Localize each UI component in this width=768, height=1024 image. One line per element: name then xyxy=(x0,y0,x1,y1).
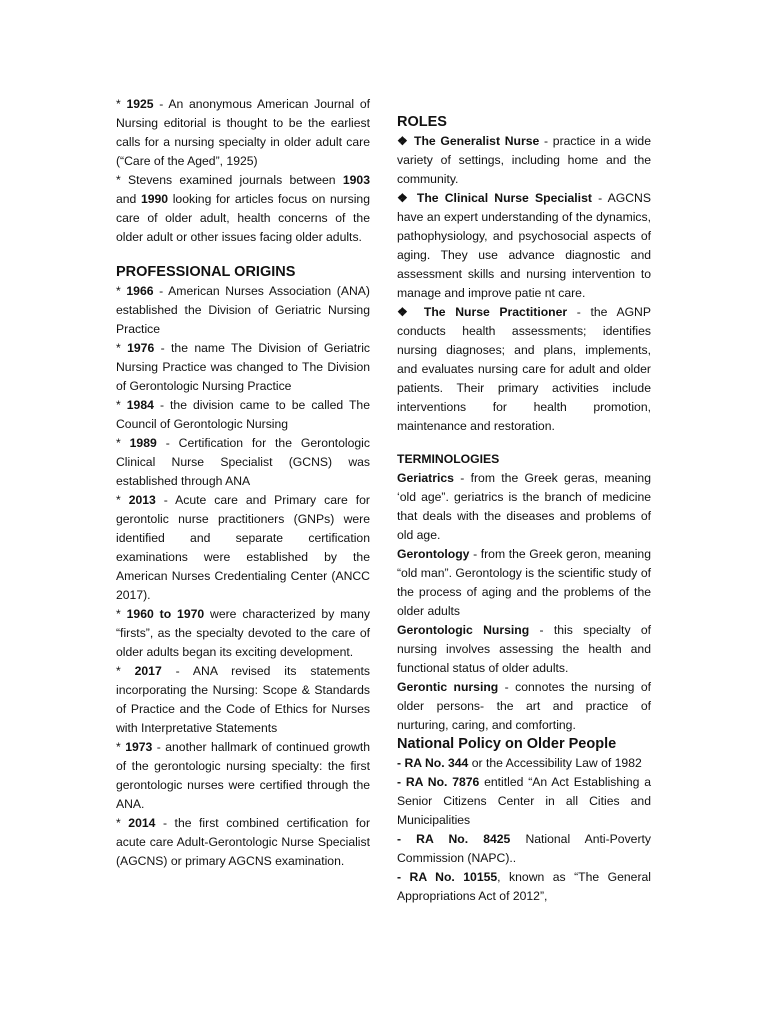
entry-year: 1966 xyxy=(126,284,154,298)
entry-year: 1976 xyxy=(127,341,155,355)
terminologies-heading: TERMINOLOGIES xyxy=(397,452,500,466)
origins-entry: * 1973 - another hallmark of continued growth of the gerontologic nursing specialty: the first gerontologic nurses were certified through the ANA. xyxy=(116,740,370,811)
term-title: Gerontic nursing xyxy=(397,680,499,694)
diamond-bullet-icon: ❖ xyxy=(397,191,411,205)
national-policy-heading: National Policy on Older People xyxy=(397,736,617,752)
role-entry: ❖ The Generalist Nurse - practice in a wide variety of settings, including home and the community. xyxy=(397,134,651,186)
entry-year: 1903 xyxy=(342,173,370,187)
entry-year: 1990 xyxy=(140,192,169,206)
entry-year: 1960 to 1970 xyxy=(126,607,205,621)
right-column xyxy=(397,113,651,906)
policy-ra-number: - RA No. 8425 xyxy=(397,832,511,846)
origins-entry: * 1984 - the division came to be called The Council of Gerontologic Nursing xyxy=(116,398,370,431)
policy-entry: - RA No. 344 or the Accessibility Law of 1982 xyxy=(397,756,642,770)
policy-ra-number: - RA No. 7876 xyxy=(397,775,480,789)
origins-entry: * 1960 to 1970 were characterized by many “firsts”, as the specialty devoted to the care of older adults began its exciting development. xyxy=(116,607,370,659)
entry-prefix: * Stevens examined journals between xyxy=(116,173,343,187)
origins-entry: * 2014 - the first combined certification for acute care Adult-Gerontologic Nurse Specialist (AGCNS) or primary AGCNS examination. xyxy=(116,816,371,868)
origins-entry: * 1989 - Certification for the Gerontologic Clinical Nurse Specialist (GCNS) was established through ANA xyxy=(116,436,370,488)
role-entry: ❖ The Clinical Nurse Specialist - AGCNS have an expert understanding of the dynamics, pathophysiology, and psychosocial aspects of aging. They use advance diagnostic and assessment skills and nursing intervention to manage and improve patie nt care. xyxy=(397,191,651,300)
origins-entry: * 2013 - Acute care and Primary care for gerontolic nurse practitioners (GNPs) were identified and separate certification examinations were established by the American Nurses Credentialing Center (ANCC 2017). xyxy=(116,493,370,602)
term-entry: Gerontologic Nursing - this specialty of nursing involves assessing the health and functional status of older adults. xyxy=(397,623,651,675)
term-entry: Gerontology - from the Greek geron, meaning “old man”. Gerontology is the scientific study of the process of aging and the problems of the older adults xyxy=(397,547,651,618)
term-title: Geriatrics xyxy=(397,471,454,485)
policy-entry: - RA No. 8425 National Anti-Poverty Commission (NAPC).. xyxy=(397,832,651,865)
role-title: The Nurse Practitioner xyxy=(423,305,568,319)
origins-entry: * 2017 - ANA revised its statements incorporating the Nursing: Scope & Standards of Practice and the Code of Ethics for Nurses with Interpretative Statements xyxy=(116,664,370,735)
entry-text: - An anonymous American Journal of Nursing editorial is thought to be the earliest calls for a nursing specialty in older adult care (“Care of the Aged”, 1925) xyxy=(116,97,370,168)
role-entry: ❖ The Nurse Practitioner - the AGNP conducts health assessments; identifies nursing diagnoses; and plans, implements, and evaluates nursing care for adult and older patients. Their primary activities include interventions for health promotion, maintenance and restoration. xyxy=(397,305,651,433)
entry-year: 2013 xyxy=(128,493,156,507)
entry-text: and xyxy=(116,192,141,206)
role-title: The Generalist Nurse xyxy=(414,134,540,148)
diamond-bullet-icon: ❖ xyxy=(397,134,410,148)
policy-entry: - RA No. 10155, known as “The General Appropriations Act of 2012”, xyxy=(397,870,651,903)
entry-text: looking for articles focus on nursing care of older adult, health concerns of the older adult or other issues facing older adults. xyxy=(116,192,370,244)
entry-year: 1989 xyxy=(129,436,157,450)
role-title: The Clinical Nurse Specialist xyxy=(416,191,592,205)
entry-year: 1973 xyxy=(125,740,153,754)
policy-entry: - RA No. 7876 entitled “An Act Establishing a Senior Citizens Center in all Cities and Municipalities xyxy=(397,775,651,827)
term-entry: Geriatrics - from the Greek geras, meaning ‘old age”. geriatrics is the branch of medicine that deals with the diseases and problems of old age. xyxy=(397,471,651,542)
entry-year: 1925 xyxy=(126,97,154,111)
origins-entry: * 1966 - American Nurses Association (ANA) established the Division of Geriatric Nursing Practice xyxy=(116,284,370,336)
policy-ra-number: - RA No. 344 xyxy=(397,756,469,770)
entry-year: 2014 xyxy=(128,816,156,830)
term-title: Gerontologic Nursing xyxy=(397,623,530,637)
intro-entry-1925 xyxy=(116,95,370,171)
entry-year: 2017 xyxy=(134,664,162,678)
origins-entry: * 1976 - the name The Division of Geriatric Nursing Practice was changed to The Division of Gerontologic Nursing Practice xyxy=(116,341,370,393)
left-column xyxy=(116,95,370,871)
roles-heading: ROLES xyxy=(397,114,447,130)
intro-entry-stevens xyxy=(116,171,370,247)
policy-ra-number: - RA No. 10155 xyxy=(397,870,498,884)
entry-prefix: * xyxy=(116,97,127,111)
entry-year: 1984 xyxy=(126,398,154,412)
term-title: Gerontology xyxy=(397,547,470,561)
professional-origins-heading: PROFESSIONAL ORIGINS xyxy=(116,264,296,280)
diamond-bullet-icon: ❖ xyxy=(397,305,415,319)
term-entry: Gerontic nursing - connotes the nursing of older persons- the art and practice of nurturing, caring, and comforting. xyxy=(397,680,651,732)
